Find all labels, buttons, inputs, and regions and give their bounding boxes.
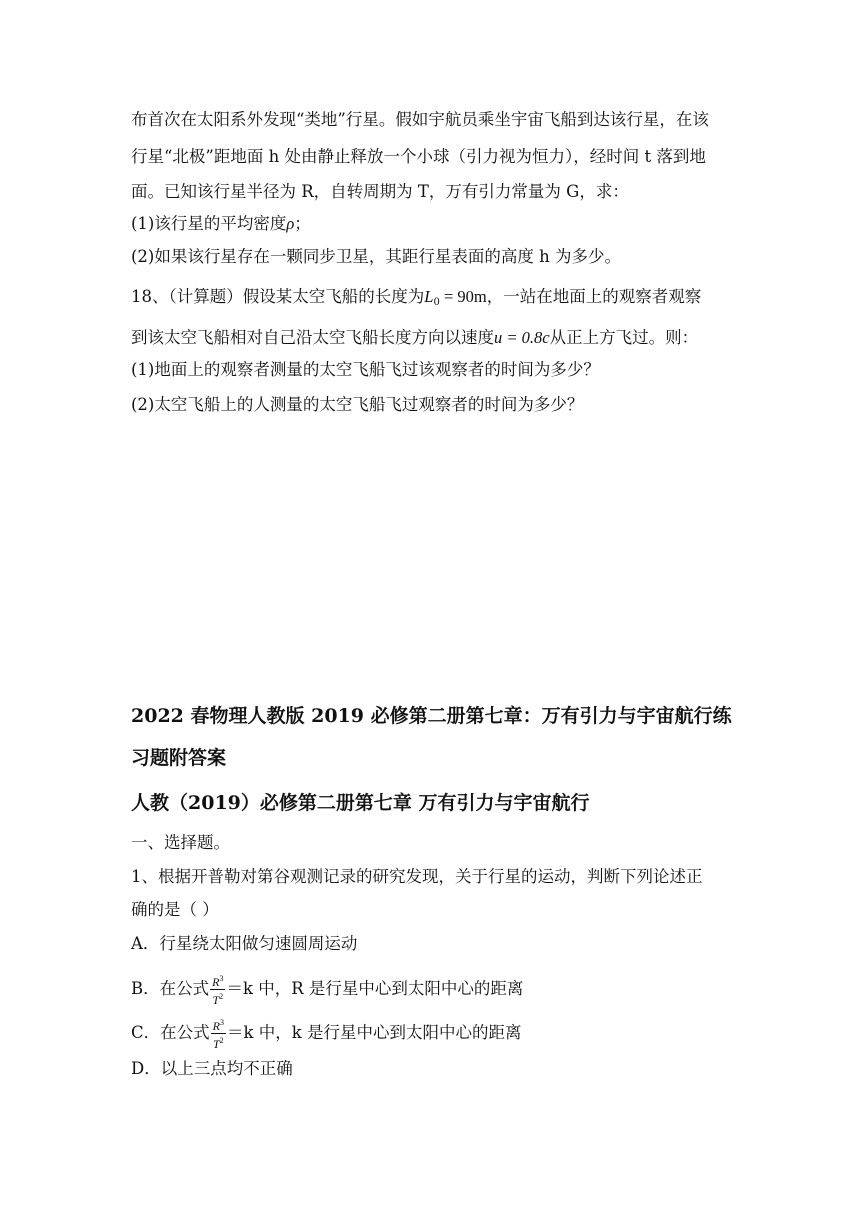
option-c-prefix: C．在公式 [131,1023,210,1042]
q17-line-3: 面。已知该行星半径为 R，自转周期为 T，万有引力常量为 G，求： [131,182,629,201]
option-c [131,1016,521,1051]
length-value: = 90m [439,287,487,306]
fraction-denominator: T [212,1037,220,1051]
q18-line-2 [131,327,698,349]
q18-line1-suffix: ，一站在地面上的观察者观察 [486,287,702,306]
section-heading: 一、选择题。 [131,833,230,852]
q17-sub1-punct: ； [294,214,311,233]
document-title-line-2: 习题附答案 [131,747,227,769]
q17-subquestion-1 [131,213,311,235]
option-d: D．以上三点均不正确 [131,1059,293,1078]
kepler-fraction-b [210,972,225,1007]
q18-subquestion-1: (1)地面上的观察者测量的太空飞船飞过该观察者的时间为多少？ [131,360,600,379]
denominator-exponent: 2 [219,1036,224,1045]
q17-line-1: 布首次在太阳系外发现“类地”行星。假如宇航员乘坐宇宙飞船到达该行星，在该 [131,110,709,129]
length-subscript: 0 [433,297,440,308]
document-title-line-1: 2022 春物理人教版 2019 必修第二册第七章：万有引力与宇宙航行练 [131,705,732,727]
question-1-line-2: 确的是（ ） [131,900,219,919]
q18-line1-prefix: 18、（计算题）假设某太空飞船的长度为 [131,287,425,306]
fraction-denominator: T [212,993,220,1007]
option-b-suffix: ＝k 中，R 是行星中心到太阳中心的距离 [226,979,524,998]
kepler-fraction-c [211,1016,226,1051]
q18-line2-prefix: 到该太空飞船相对自己沿太空飞船长度方向以速度 [131,328,494,347]
fraction-numerator: R [212,975,220,989]
q18-subquestion-2: (2)太空飞船上的人测量的太空飞船飞过观察者的时间为多少？ [131,395,584,414]
option-b [131,972,523,1007]
q18-line-1 [131,286,701,314]
q17-line-2: 行星“北极”距地面 h 处由静止释放一个小球（引力视为恒力），经时间 t 落到地 [131,147,706,166]
density-symbol: ρ [286,214,295,233]
option-b-prefix: B．在公式 [131,979,210,998]
numerator-exponent: 3 [219,1018,224,1027]
speed-expression: u = 0.8c [494,328,550,347]
q18-line2-suffix: 从正上方飞过。则： [549,328,699,347]
option-a: A．行星绕太阳做匀速圆周运动 [131,934,358,953]
q17-sub1-text: (1)该行星的平均密度 [131,214,287,233]
q17-subquestion-2: (2)如果该行星存在一颗同步卫星，其距行星表面的高度 h 为多少。 [131,247,621,266]
denominator-exponent: 2 [219,992,224,1001]
fraction-numerator: R [212,1019,220,1033]
document-subtitle: 人教（2019）必修第二册第七章 万有引力与宇宙航行 [131,792,590,814]
question-1-line-1: 1、根据开普勒对第谷观测记录的研究发现，关于行星的运动，判断下列论述正 [131,867,703,886]
numerator-exponent: 3 [219,974,224,983]
option-c-suffix: ＝k 中，k 是行星中心到太阳中心的距离 [226,1023,522,1042]
length-symbol: L [424,287,434,306]
